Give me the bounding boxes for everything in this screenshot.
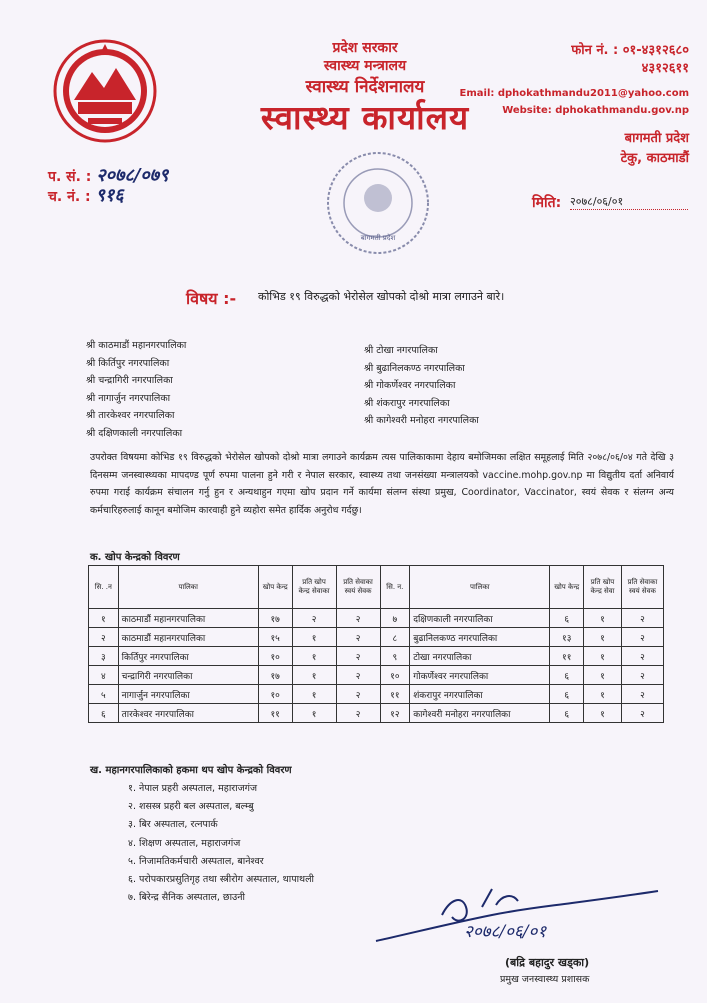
signatory-title: प्रमुख जनस्वास्थ्य प्रशासक <box>500 974 590 985</box>
table-cell: ५ <box>89 685 119 704</box>
section-a-title: क. खोप केन्द्रको विवरण <box>90 552 180 563</box>
phone-number-2: ४३१२६११ <box>641 61 689 76</box>
list-item: ४. शिक्षण अस्पताल, महाराजगंज <box>128 837 241 849</box>
table-cell: टोखा नगरपालिका <box>410 647 550 666</box>
table-cell: गोकर्णेश्वर नगरपालिका <box>410 666 550 685</box>
table-cell: १० <box>258 647 292 666</box>
table-cell: किर्तिपुर नगरपालिका <box>118 647 258 666</box>
table-cell: दक्षिणकाली नगरपालिका <box>410 609 550 628</box>
table-cell: २ <box>336 628 380 647</box>
table-cell: काठमाडौं महानगरपालिका <box>118 628 258 647</box>
phone-label: फोन नं. : <box>571 43 619 58</box>
office-address: टेकु, काठमाडौं <box>620 151 689 166</box>
table-cell: चन्द्रागिरी नगरपालिका <box>118 666 258 685</box>
col-header: खोप केन्द्र <box>258 566 292 609</box>
table-row <box>89 628 664 647</box>
table-cell: १ <box>584 628 622 647</box>
table-cell: २ <box>621 647 663 666</box>
table-cell: २ <box>621 666 663 685</box>
table-row <box>89 647 664 666</box>
table-row <box>89 609 664 628</box>
table-cell: १५ <box>258 628 292 647</box>
col-header: प्रति सेवाका स्वयं सेवक <box>621 566 663 609</box>
col-header: सि. न. <box>380 566 410 609</box>
list-item: ३. बिर अस्पताल, रत्नपार्क <box>128 819 218 831</box>
table-cell: ११ <box>258 704 292 723</box>
table-cell: १ <box>292 666 336 685</box>
recipients-right <box>364 342 479 430</box>
cn-value: ९१६ <box>95 185 124 206</box>
ps-label: प. सं. : <box>48 169 92 185</box>
table-cell: २ <box>621 704 663 723</box>
table-cell: २ <box>621 628 663 647</box>
table-cell: २ <box>336 685 380 704</box>
table-cell: ३ <box>89 647 119 666</box>
table-cell: ६ <box>550 704 584 723</box>
office-stamp <box>323 148 433 258</box>
body-paragraph: उपरोक्त विषयमा कोभिड १९ विरुद्धको भेरोसेल खोपको दोश्रो मात्रा लगाउने कार्यक्रम त्यस पालिकाकामा देहाय बमोजिमका लक्षित समूहलाई मिति २०७८/०६/०४ गते देखि ३ दिनसम्म जनस्वास्थ्यका मापदण्ड पूर्ण रुपमा पालना हुने गरी र नेपाल सरकार, स्वास्थ्य तथा जनसंख्या मन्त्रालयको vaccine.mohp.gov.np मा विद्युतीय दर्ता अनिवार्य रुपमा गराई कार्यक्रम संचालन गर्नु हुन र अन्यथाहुन गएमा खोप प्रदान गर्ने कार्यमा संलग्न संस्था प्रमुख, Coordinator, Vaccinator, स्वयं सेवक र संलग्न अन्य कर्मचारिहरुलाई कानून बमोजिम कारवाही हुने व्यहोरा समेत हार्दिक अनुरोध गर्दछु। <box>90 452 674 516</box>
table-cell: ६ <box>89 704 119 723</box>
col-header: प्रति सेवाका स्वयं सेवक <box>336 566 380 609</box>
table-cell: १० <box>380 666 410 685</box>
col-header: पालिका <box>118 566 258 609</box>
table-cell: १ <box>584 666 622 685</box>
table-row <box>89 666 664 685</box>
table-cell: ९ <box>380 647 410 666</box>
table-cell: २ <box>336 666 380 685</box>
table-cell: २ <box>336 704 380 723</box>
recipient: श्री काठमाडौं महानगरपालिका <box>86 340 187 351</box>
signatory-name: (बद्रि बहादुर खड्का) <box>505 956 590 969</box>
section-b-title: ख. महानगरपालिकाको हकमा थप खोप केन्द्रको विवरण <box>90 765 292 776</box>
col-header: प्रति खोप केन्द्र सेवा <box>584 566 622 609</box>
table-cell: २ <box>336 647 380 666</box>
stamp-text: बागमती प्रदेश <box>360 234 396 242</box>
recipient: श्री तारकेश्वर नगरपालिका <box>86 410 175 422</box>
table-header-row <box>89 566 664 609</box>
table-cell: १ <box>292 628 336 647</box>
list-item: ५. निजामतिकर्मचारी अस्पताल, बानेश्वर <box>128 855 264 867</box>
province-name: बागमती प्रदेश <box>624 131 689 146</box>
header-line-3: स्वास्थ्य निर्देशनालय <box>305 77 425 97</box>
table-cell: १७ <box>258 666 292 685</box>
recipient: श्री बुढानिलकण्ठ नगरपालिका <box>364 362 465 374</box>
table-cell: १ <box>292 704 336 723</box>
table-cell: १ <box>292 647 336 666</box>
table-cell: १३ <box>550 628 584 647</box>
phone-number-1: ०१-४३१२६८० <box>622 43 689 58</box>
header-line-1: प्रदेश सरकार <box>332 40 398 56</box>
table-cell: १२ <box>380 704 410 723</box>
date-label: मिति: <box>532 195 562 211</box>
cn-label: च. नं. : <box>48 189 91 205</box>
table-cell: २ <box>336 609 380 628</box>
recipient: श्री टोखा नगरपालिका <box>364 345 438 356</box>
recipient: श्री नागार्जुन नगरपालिका <box>86 392 171 404</box>
recipient: श्री गोकर्णेश्वर नगरपालिका <box>364 380 456 392</box>
recipient: श्री शंकरापुर नगरपालिका <box>364 397 450 409</box>
list-item: २. शसस्त्र प्रहरी बल अस्पताल, बल्म्बु <box>128 801 254 813</box>
recipient: श्री चन्द्रागिरी नगरपालिका <box>86 375 173 387</box>
list-item: ६. परोपकारप्रसुतिगृह तथा स्त्रीरोग अस्पताल, थापाथली <box>128 874 315 886</box>
table-cell: नागार्जुन नगरपालिका <box>118 685 258 704</box>
list-item: ७. बिरेन्द्र सैनिक अस्पताल, छाउनी <box>128 892 245 904</box>
table-cell: शंकरापुर नगरपालिका <box>410 685 550 704</box>
col-header: पालिका <box>410 566 550 609</box>
email-address: Email: dphokathmandu2011@yahoo.com <box>459 88 689 99</box>
table-cell: १ <box>89 609 119 628</box>
table-cell: काठमाडौं महानगरपालिका <box>118 609 258 628</box>
clinic-list <box>128 780 314 907</box>
col-header: सि. .न <box>89 566 119 609</box>
table-cell: ६ <box>550 685 584 704</box>
subject-text: कोभिड १९ विरुद्धको भेरोसेल खोपको दोश्रो मात्रा लगाउने बारे। <box>258 290 505 303</box>
date-value: २०७८/०६/०१ <box>570 194 688 210</box>
nepal-emblem-logo <box>52 38 158 144</box>
table-cell: ११ <box>380 685 410 704</box>
signature-date: २०७८/०६/०१ <box>464 922 547 942</box>
table-cell: बुढानिलकण्ठ नगरपालिका <box>410 628 550 647</box>
table-cell: १७ <box>258 609 292 628</box>
recipient: श्री कागेश्वरी मनोहरा नगरपालिका <box>364 415 479 427</box>
table-cell: कागेश्वरी मनोहरा नगरपालिका <box>410 704 550 723</box>
website-address: Website: dphokathmandu.gov.np <box>502 105 689 116</box>
table-cell: ८ <box>380 628 410 647</box>
table-cell: तारकेश्वर नगरपालिका <box>118 704 258 723</box>
table-cell: ६ <box>550 666 584 685</box>
table-cell: १० <box>258 685 292 704</box>
reference-cn <box>48 183 124 207</box>
handwritten-signature <box>372 885 662 955</box>
table-row <box>89 704 664 723</box>
table-cell: ७ <box>380 609 410 628</box>
recipient: श्री किर्तिपुर नगरपालिका <box>86 357 170 369</box>
table-cell: ११ <box>550 647 584 666</box>
table-cell: १ <box>584 704 622 723</box>
recipient: श्री दक्षिणकाली नगरपालिका <box>86 427 183 439</box>
table-cell: ६ <box>550 609 584 628</box>
table-cell: २ <box>621 685 663 704</box>
phone-line-1 <box>571 40 689 58</box>
table-cell: १ <box>584 647 622 666</box>
subject-label: विषय :- <box>186 289 237 308</box>
table-cell: १ <box>584 609 622 628</box>
list-item: १. नेपाल प्रहरी अस्पताल, महाराजगंज <box>128 783 258 794</box>
vaccination-centers-table <box>88 565 664 723</box>
table-row <box>89 685 664 704</box>
table-cell: २ <box>292 609 336 628</box>
office-name-title: स्वास्थ्य कार्यालय <box>260 98 470 137</box>
col-header: खोप केन्द्र <box>550 566 584 609</box>
ps-value: २०७८/०७९ <box>96 165 169 186</box>
col-header: प्रति खोप केन्द्र सेवाका <box>292 566 336 609</box>
table-cell: ४ <box>89 666 119 685</box>
table-cell: २ <box>621 609 663 628</box>
header-line-2: स्वास्थ्य मन्त्रालय <box>323 58 407 74</box>
table-cell: २ <box>89 628 119 647</box>
recipients-left <box>86 337 186 443</box>
table-cell: १ <box>584 685 622 704</box>
table-cell: १ <box>292 685 336 704</box>
